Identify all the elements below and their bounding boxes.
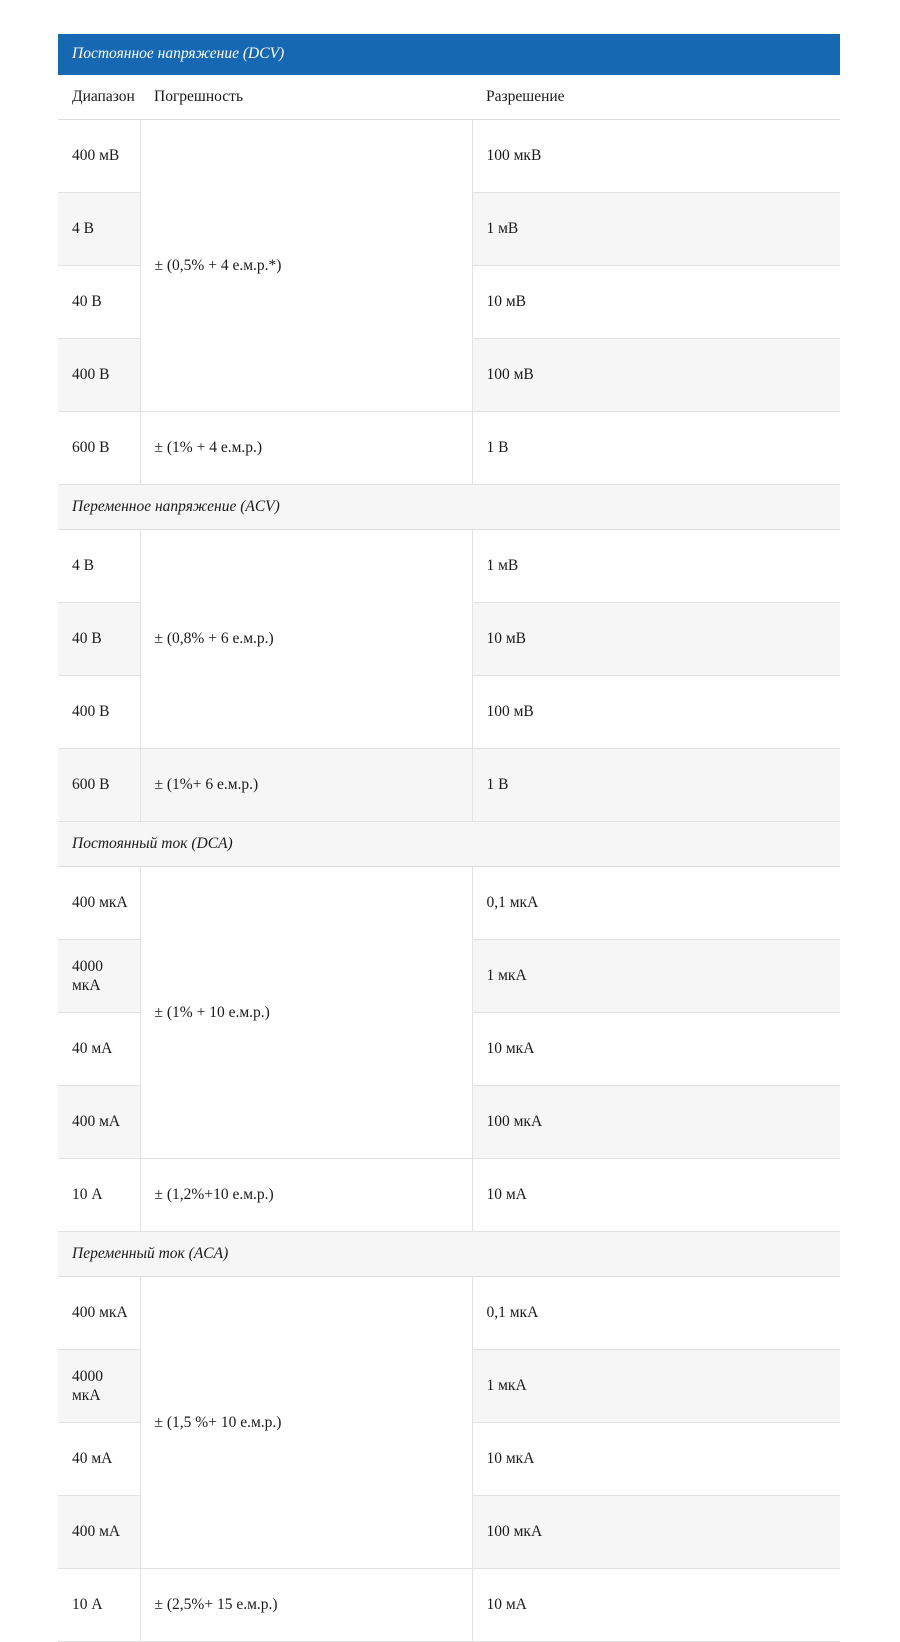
accuracy-value: ± (1% + 4 е.м.р.) xyxy=(140,412,472,485)
accuracy-value: ± (1%+ 6 е.м.р.) xyxy=(140,749,472,822)
resolution-value: 1 мкА xyxy=(472,940,840,1013)
range-value: 40 мА xyxy=(58,1423,140,1496)
table-row xyxy=(58,1159,840,1232)
range-value: 600 В xyxy=(58,412,140,485)
resolution-value: 1 В xyxy=(472,412,840,485)
range-value: 400 В xyxy=(58,339,140,412)
section-title: Переменный ток (ACA) xyxy=(58,1232,840,1277)
accuracy-value: ± (1,2%+10 е.м.р.) xyxy=(140,1159,472,1232)
table-row xyxy=(58,120,840,193)
resolution-value: 10 мА xyxy=(472,1159,840,1232)
range-value: 4 В xyxy=(58,193,140,266)
accuracy-value: ± (2,5%+ 15 е.м.р.) xyxy=(140,1569,472,1642)
resolution-value: 1 мВ xyxy=(472,193,840,266)
section-title: Постоянное напряжение (DCV) xyxy=(58,34,840,75)
table-row xyxy=(58,1277,840,1350)
range-value: 400 мкА xyxy=(58,867,140,940)
range-value: 400 мВ xyxy=(58,120,140,193)
range-value: 400 В xyxy=(58,676,140,749)
section-header-dcv xyxy=(58,34,840,75)
range-value: 600 В xyxy=(58,749,140,822)
range-value: 10 А xyxy=(58,1159,140,1232)
section-header-dca xyxy=(58,822,840,867)
range-value: 40 В xyxy=(58,603,140,676)
range-value: 400 мкА xyxy=(58,1277,140,1350)
section-title: Переменное напряжение (ACV) xyxy=(58,485,840,530)
section-header-aca xyxy=(58,1232,840,1277)
column-headers-row xyxy=(58,75,840,120)
resolution-value: 10 мкА xyxy=(472,1013,840,1086)
resolution-value: 100 мВ xyxy=(472,339,840,412)
range-value: 4000 мкА xyxy=(58,1350,140,1423)
resolution-value: 1 мкА xyxy=(472,1350,840,1423)
range-value: 4000 мкА xyxy=(58,940,140,1013)
column-header-range: Диапазон xyxy=(58,75,140,120)
resolution-value: 10 мВ xyxy=(472,266,840,339)
table-row xyxy=(58,867,840,940)
range-value: 10 А xyxy=(58,1569,140,1642)
accuracy-value: ± (1,5 %+ 10 е.м.р.) xyxy=(140,1277,472,1569)
accuracy-value: ± (0,8% + 6 е.м.р.) xyxy=(140,530,472,749)
table-row xyxy=(58,1569,840,1642)
resolution-value: 10 мкА xyxy=(472,1423,840,1496)
resolution-value: 10 мА xyxy=(472,1569,840,1642)
accuracy-value: ± (0,5% + 4 е.м.р.*) xyxy=(140,120,472,412)
resolution-value: 1 мВ xyxy=(472,530,840,603)
range-value: 400 мА xyxy=(58,1086,140,1159)
resolution-value: 100 мкА xyxy=(472,1496,840,1569)
resolution-value: 0,1 мкА xyxy=(472,1277,840,1350)
section-header-acv xyxy=(58,485,840,530)
resolution-value: 0,1 мкА xyxy=(472,867,840,940)
resolution-value: 100 мВ xyxy=(472,676,840,749)
resolution-value: 100 мкВ xyxy=(472,120,840,193)
specifications-table xyxy=(58,34,840,1642)
range-value: 4 В xyxy=(58,530,140,603)
column-header-resolution: Разрешение xyxy=(472,75,840,120)
table-row xyxy=(58,530,840,603)
table-row xyxy=(58,412,840,485)
column-header-accuracy: Погрешность xyxy=(140,75,472,120)
range-value: 40 мА xyxy=(58,1013,140,1086)
range-value: 400 мА xyxy=(58,1496,140,1569)
accuracy-value: ± (1% + 10 е.м.р.) xyxy=(140,867,472,1159)
resolution-value: 100 мкА xyxy=(472,1086,840,1159)
resolution-value: 10 мВ xyxy=(472,603,840,676)
range-value: 40 В xyxy=(58,266,140,339)
table-row xyxy=(58,749,840,822)
section-title: Постоянный ток (DCA) xyxy=(58,822,840,867)
resolution-value: 1 В xyxy=(472,749,840,822)
